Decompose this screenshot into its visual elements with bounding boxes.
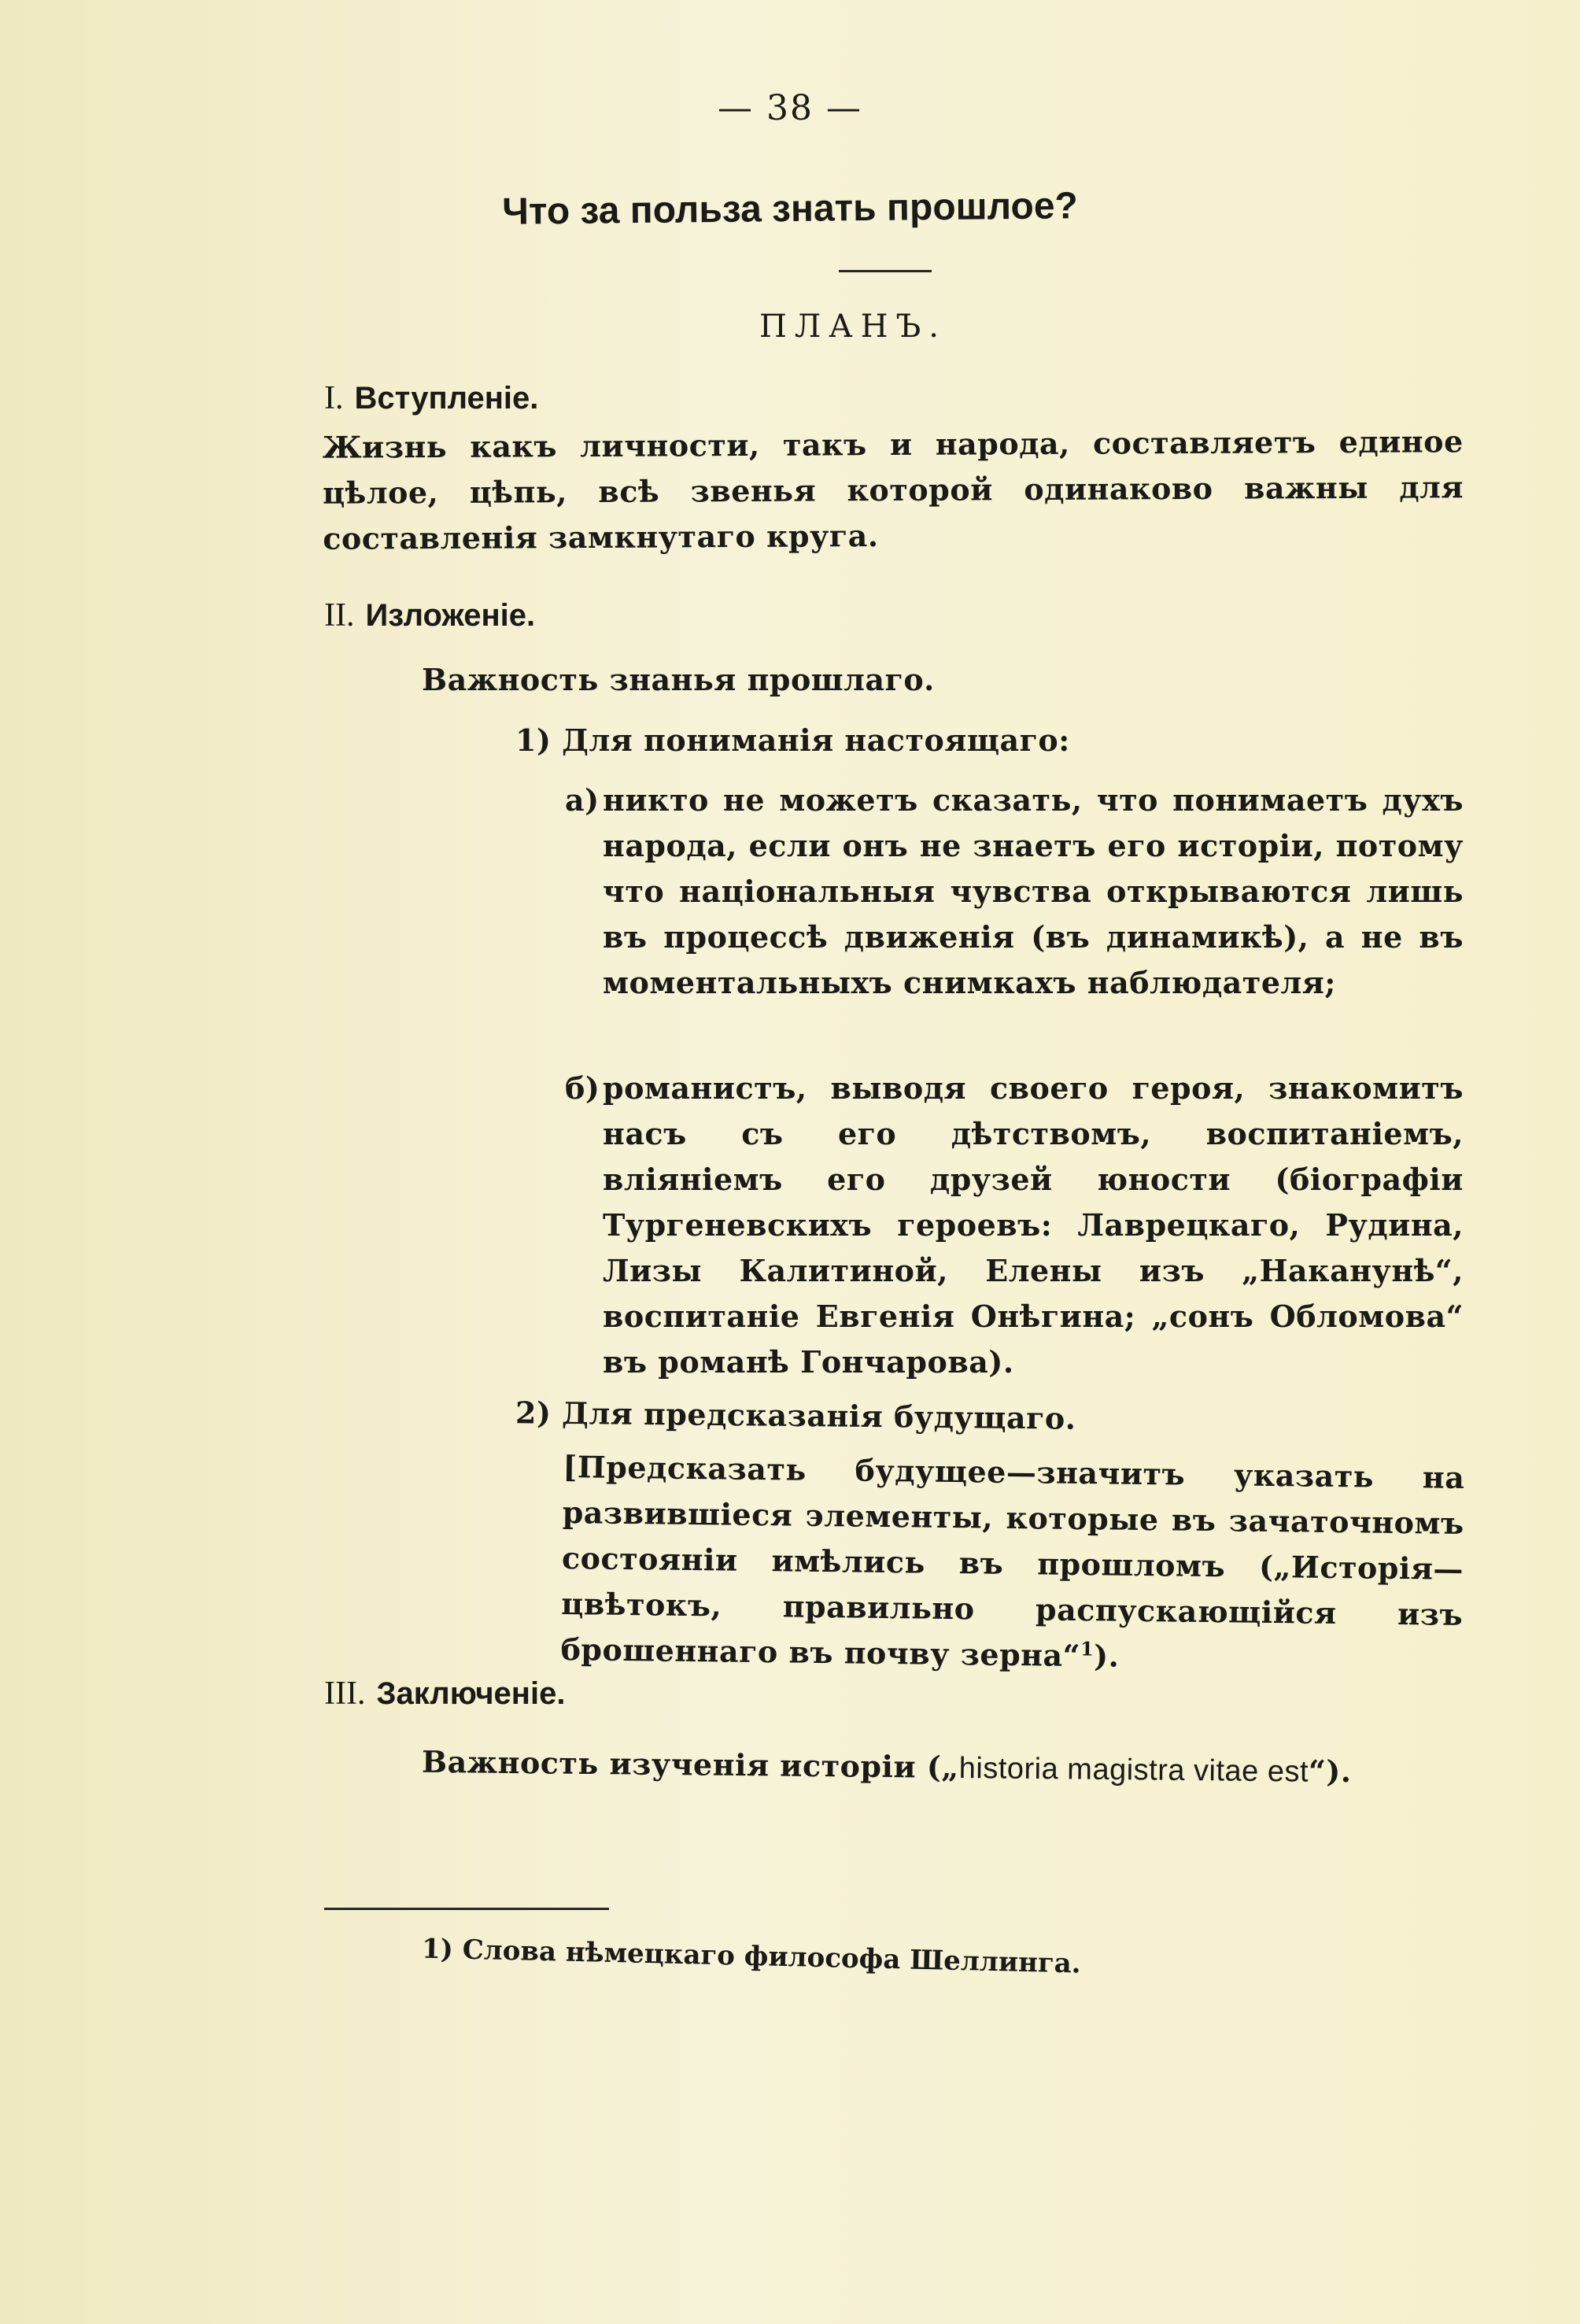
conclusion-latin-quote: historia magistra vitae est [958,1751,1309,1789]
section-intro-title: Вступленіе. [354,381,539,416]
page-number: — 38 — [718,88,862,128]
plan-heading: ПЛАНЪ. [759,309,947,345]
importance-line: Важность знанья прошлаго. [422,662,935,697]
prediction-paragraph-text: [Предсказать будущее—значитъ указать на развившіеся элементы, которые въ зачаточномъ состояніи имѣлись въ прошломъ („Исторія—цвѣтокъ, правильно распускающійся изъ брошеннаго въ почву зерна“ [560,1449,1465,1674]
footnote-text: Слова нѣмецкаго философа Шеллинга. [462,1934,1082,1980]
section-intro-heading [324,379,538,417]
intro-paragraph-text: Жизнь какъ личности, такъ и народа, составляетъ единое цѣлое, цѣпь, всѣ звенья которой одинаково важны для составленія замкнутаго круга. [322,423,1464,556]
sub-item-b-marker: б) [565,1070,600,1106]
footnote [422,1934,1081,1980]
conclusion-line [422,1739,1352,1795]
section-exposition-heading [324,597,535,634]
conclusion-text-end: “). [1308,1753,1352,1790]
footnote-divider [324,1908,609,1910]
sub-item-a-text: никто не можетъ сказать, что понимаетъ духъ народа, если онъ не знаетъ его исторіи, потому что національныя чувства открываются лишь въ процессѣ движенія (въ динамикѣ), а не въ моментальныхъ снимкахъ наблюдателя; [603,782,1464,1000]
sub-item-b [565,1066,1464,1385]
section-conclusion-number: III. [324,1676,366,1712]
footnote-marker: 1) [421,1933,454,1966]
prediction-paragraph [560,1444,1464,1683]
section-exposition-number: II. [324,597,355,634]
page-title: Что за польза знать прошлое? [501,185,1079,233]
section-conclusion-title: Заключеніе. [376,1676,566,1711]
sub-item-a-marker: а) [565,782,600,818]
prediction-paragraph-end: ). [1093,1638,1120,1674]
footnote-reference: 1 [1080,1637,1095,1661]
section-exposition-title: Изложеніе. [365,598,536,633]
sub-item-a [565,778,1464,1006]
item-2-label: 2) Для предсказанія будущаго. [515,1395,1076,1436]
sub-item-b-text: романистъ, выводя своего героя, знакомитъ насъ съ его дѣтствомъ, воспитаніемъ, вліяніемъ его друзей юности (біографіи Тургеневскихъ героевъ: Лаврецкаго, Рудина, Лизы Калитиной, Елены изъ „Наканунѣ“, воспитаніе Евгенія Онѣгина; „сонъ Обломова“ въ романѣ Гончарова). [603,1070,1464,1380]
title-divider [839,270,932,272]
section-intro-number: I. [324,380,344,416]
intro-paragraph [323,419,1464,562]
item-1-label: 1) Для пониманія настоящаго: [515,722,1070,758]
conclusion-text-start: Важность изученія исторіи („ [421,1743,959,1785]
section-conclusion-heading [324,1675,565,1713]
